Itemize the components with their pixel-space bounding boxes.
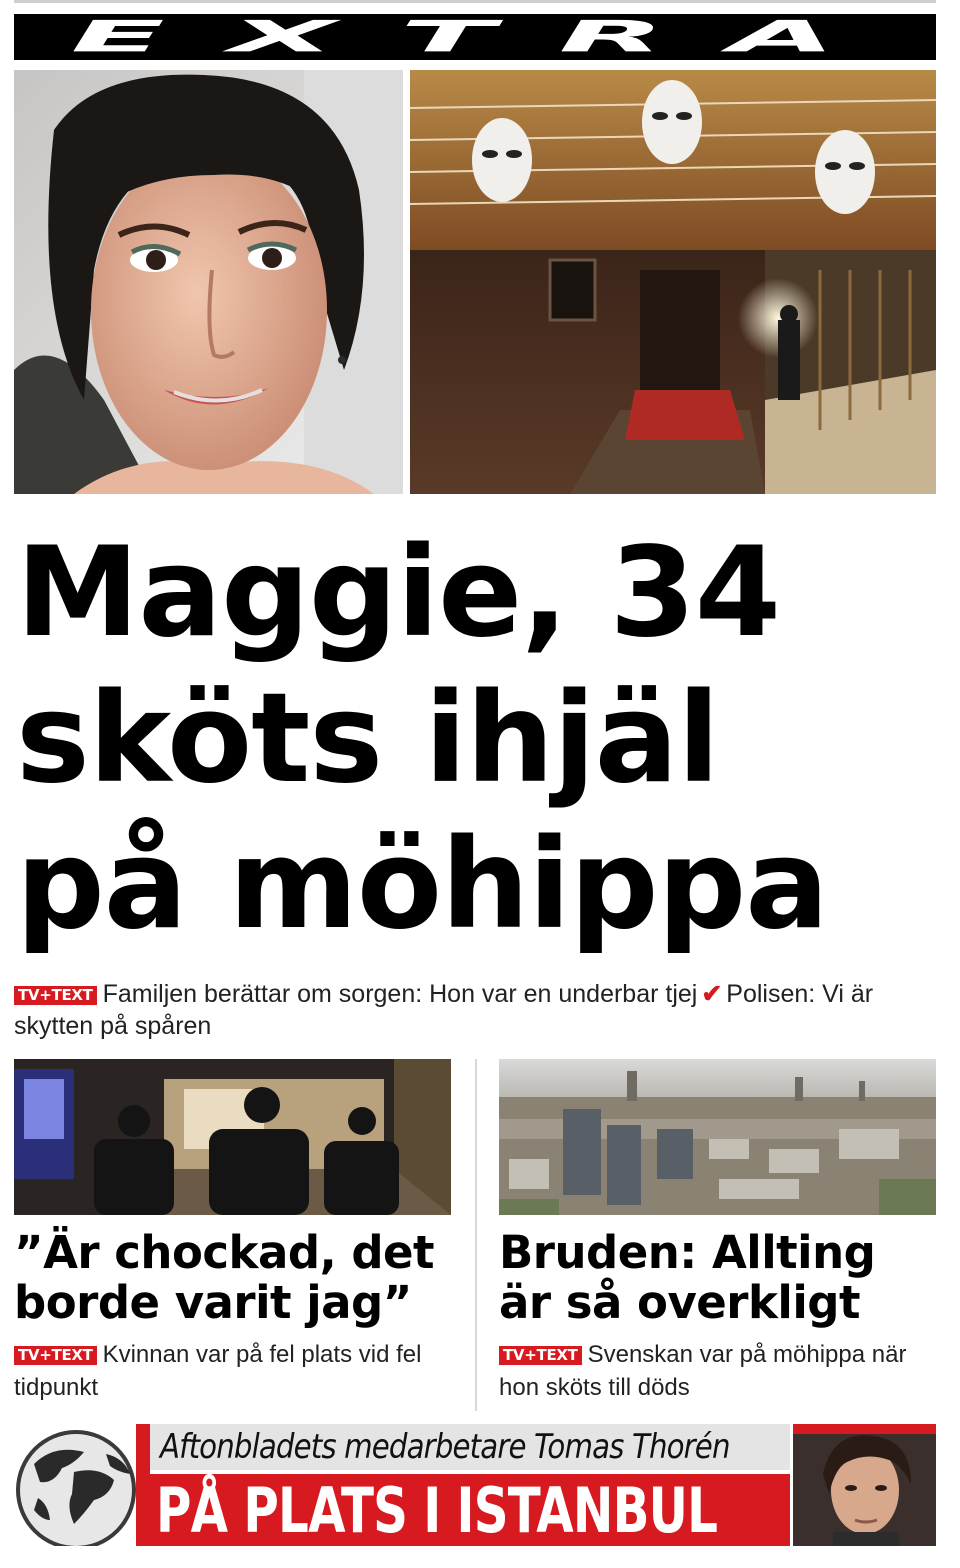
- story-2-headline[interactable]: [499, 1228, 939, 1328]
- headline-line-3: på möhippa: [16, 813, 828, 957]
- tv-text-badge: TV+TEXT: [14, 986, 97, 1005]
- lead-text-part-1: Familjen berättar om sorgen: Hon var en underbar tjej: [102, 980, 698, 1008]
- extra-label: EXTRA: [70, 14, 900, 60]
- main-headline[interactable]: [16, 520, 936, 958]
- story-2-headline-line-2: är så overkligt: [499, 1276, 861, 1329]
- story-2-summary: Svenskan var på möhippa när hon sköts till döds: [499, 1341, 907, 1401]
- mask-corridor-photo[interactable]: [410, 70, 936, 494]
- extra-banner[interactable]: [14, 14, 936, 60]
- reporter-portrait-photo[interactable]: [793, 1424, 936, 1546]
- men-at-entrance-photo[interactable]: [14, 1059, 451, 1215]
- woman-portrait-photo[interactable]: [14, 70, 403, 494]
- story-1-headline[interactable]: [14, 1228, 464, 1328]
- tv-text-badge: TV+TEXT: [14, 1346, 97, 1365]
- story-2-headline-line-1: Bruden: Allting: [499, 1226, 876, 1279]
- headline-line-2: sköts ihjäl: [16, 667, 719, 811]
- column-divider: [475, 1059, 477, 1411]
- promo-title: PÅ PLATS I ISTANBUL: [156, 1474, 718, 1546]
- promo-bottom-bar: [150, 1474, 790, 1546]
- check-icon: ✔: [701, 980, 723, 1008]
- story-1-headline-line-1: ”Är chockad, det: [14, 1226, 435, 1279]
- globe-icon: [14, 1424, 150, 1546]
- promo-top-bar: [150, 1424, 790, 1470]
- headline-line-1: Maggie, 34: [16, 521, 781, 665]
- lead-text[interactable]: [14, 978, 934, 1042]
- promo-byline: Aftonbladets medarbetare Tomas Thorén: [160, 1427, 730, 1467]
- istanbul-promo-banner[interactable]: [14, 1424, 936, 1546]
- story-1-headline-line-2: borde varit jag”: [14, 1276, 412, 1329]
- story-1-summary: Kvinnan var på fel plats vid fel tidpunkt: [14, 1341, 422, 1401]
- top-rule: [14, 0, 936, 3]
- lead-text-part-2: Polisen: Vi är skytten på spåren: [14, 980, 874, 1040]
- story-1-text[interactable]: [14, 1338, 464, 1404]
- tv-text-badge: TV+TEXT: [499, 1346, 582, 1365]
- city-aerial-photo[interactable]: [499, 1059, 936, 1215]
- story-2-text[interactable]: [499, 1338, 939, 1404]
